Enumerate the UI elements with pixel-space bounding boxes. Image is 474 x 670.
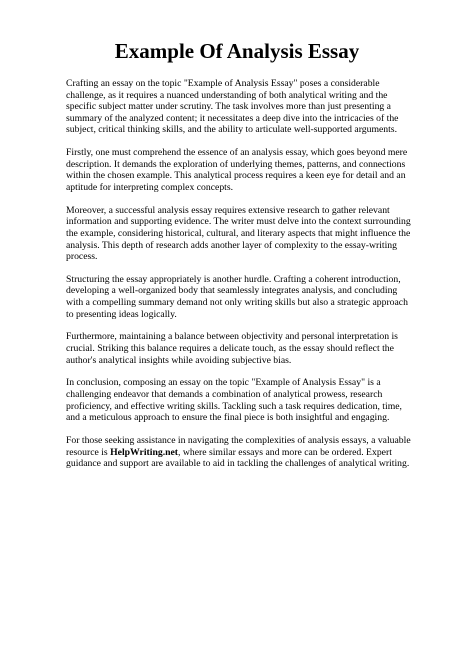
paragraph-5: Furthermore, maintaining a balance between objectivity and personal interpretation is crucial. Striking this balance requires a delicate touch, as the essay should reflect the author's analytical insights while avoiding subjective bias.	[66, 331, 398, 366]
paragraph-2: Firstly, one must comprehend the essence of an analysis essay, which goes beyond mere description. It demands the exploration of underlying themes, patterns, and connections within the chosen example. This analytical process requires a keen eye for detail and an aptitude for interpreting complex concepts.	[66, 147, 408, 193]
paragraph-1: Crafting an essay on the topic "Example of Analysis Essay" poses a considerable challenge, as it requires a nuanced understanding of both analytical writing and the specific subject matter under scrutiny. The task involves more than just presenting a summary of the analyzed content; it necessitates a deep dive into the intricacies of the subject, critical thinking skills, and the ability to articulate well-supported arguments.	[66, 78, 399, 136]
helpwriting-link[interactable]: HelpWriting.net	[110, 446, 179, 458]
paragraph-6: In conclusion, composing an essay on the topic "Example of Analysis Essay" is a challenging endeavor that demands a combination of analytical prowess, research proficiency, and effective writing skills. Tackling such a task requires dedication, time, and a meticulous approach to ensure the final piece is both insightful and engaging.	[66, 377, 402, 424]
paragraph-7-intro: For those seeking assistance in navigating the complexities of analysis essays, a valuable resource is	[66, 434, 411, 458]
paragraph-7-outro: , where similar essays and more can be ordered. Expert guidance and support are available to aid in tackling the challenges of analytical writing.	[66, 446, 410, 470]
paragraph-3: Moreover, a successful analysis essay requires extensive research to gather relevant information and supporting evidence. The writer must delve into the context surrounding the example, considering historical, cultural, and literary aspects that might influence the analysis. This depth of research adds another layer of complexity to the essay-writing process.	[66, 204, 411, 263]
document-body	[66, 78, 416, 481]
document-title: Example Of Analysis Essay	[114, 39, 360, 63]
paragraph-7	[66, 435, 416, 470]
paragraph-4: Structuring the essay appropriately is another hurdle. Crafting a coherent introduction, developing a well-organized body that seamlessly integrates analysis, and concluding with a compelling summary demand not only writing skills but also a strategic approach to presenting ideas logically.	[66, 273, 408, 320]
